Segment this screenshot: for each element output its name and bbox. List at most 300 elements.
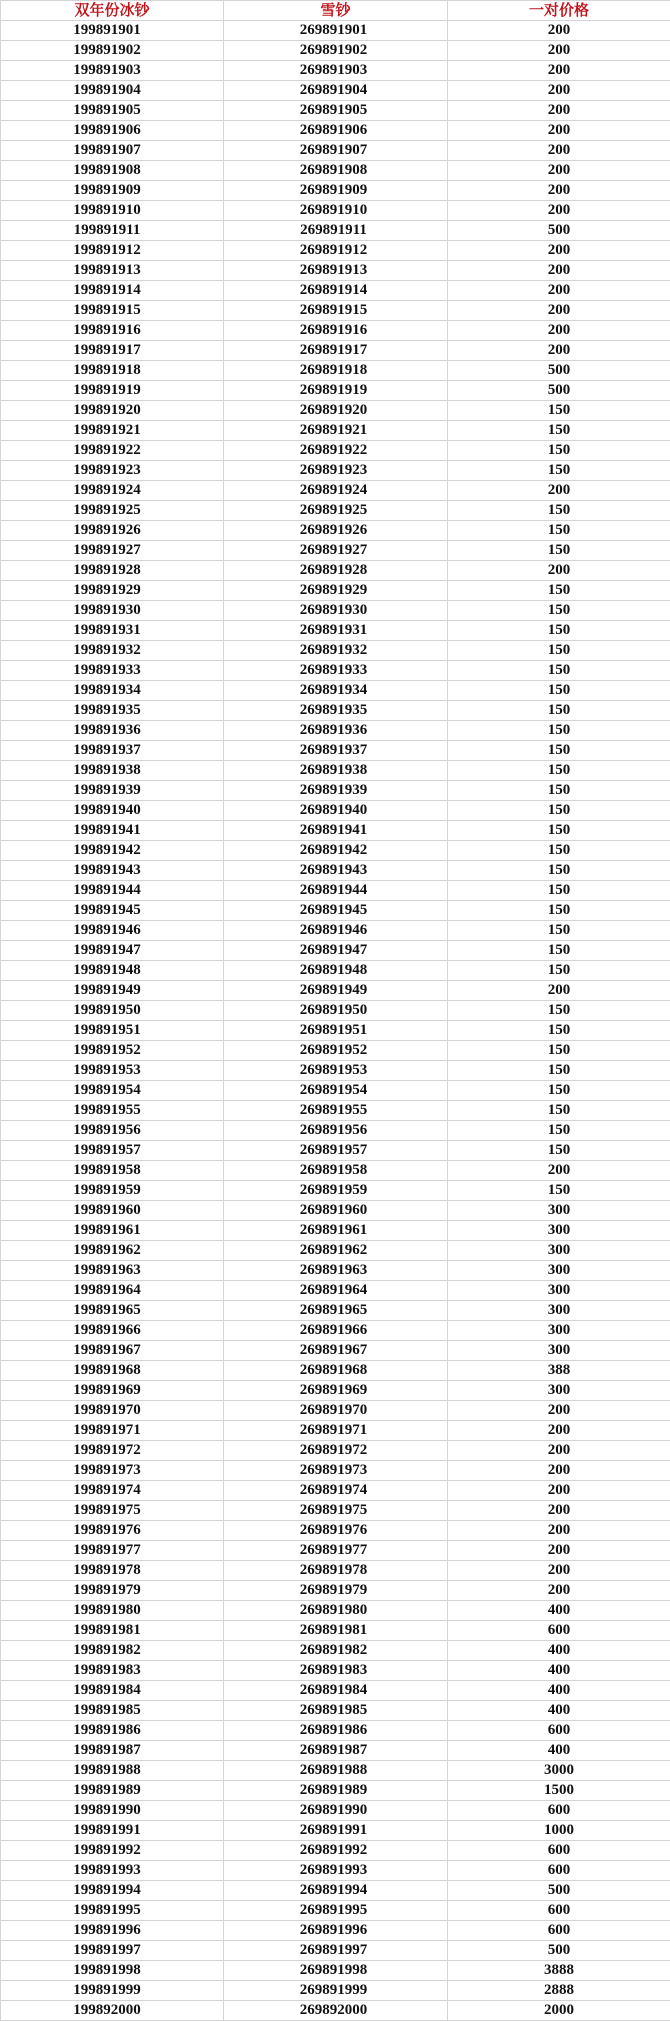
cell-snow-note-serial[interactable]: 269891910 [224, 201, 448, 221]
cell-pair-price[interactable]: 150 [448, 641, 670, 661]
cell-snow-note-serial[interactable]: 269891976 [224, 1521, 448, 1541]
cell-snow-note-serial[interactable]: 269891970 [224, 1401, 448, 1421]
cell-ice-note-serial[interactable]: 199891945 [1, 901, 224, 921]
cell-pair-price[interactable]: 3888 [448, 1961, 670, 1981]
cell-ice-note-serial[interactable]: 199891923 [1, 461, 224, 481]
cell-pair-price[interactable]: 600 [448, 1841, 670, 1861]
cell-ice-note-serial[interactable]: 199891926 [1, 521, 224, 541]
cell-pair-price[interactable]: 500 [448, 221, 670, 241]
cell-ice-note-serial[interactable]: 199891985 [1, 1701, 224, 1721]
cell-ice-note-serial[interactable]: 199891905 [1, 101, 224, 121]
cell-ice-note-serial[interactable]: 199891941 [1, 821, 224, 841]
cell-pair-price[interactable]: 400 [448, 1641, 670, 1661]
cell-snow-note-serial[interactable]: 269891950 [224, 1001, 448, 1021]
cell-ice-note-serial[interactable]: 199891914 [1, 281, 224, 301]
cell-pair-price[interactable]: 200 [448, 981, 670, 1001]
cell-pair-price[interactable]: 150 [448, 501, 670, 521]
cell-snow-note-serial[interactable]: 269891966 [224, 1321, 448, 1341]
cell-snow-note-serial[interactable]: 269891939 [224, 781, 448, 801]
cell-ice-note-serial[interactable]: 199891958 [1, 1161, 224, 1181]
cell-ice-note-serial[interactable]: 199891902 [1, 41, 224, 61]
cell-ice-note-serial[interactable]: 199891982 [1, 1641, 224, 1661]
cell-snow-note-serial[interactable]: 269891989 [224, 1781, 448, 1801]
cell-snow-note-serial[interactable]: 269891906 [224, 121, 448, 141]
cell-ice-note-serial[interactable]: 199891965 [1, 1301, 224, 1321]
cell-snow-note-serial[interactable]: 269891997 [224, 1941, 448, 1961]
cell-snow-note-serial[interactable]: 269891911 [224, 221, 448, 241]
cell-snow-note-serial[interactable]: 269891918 [224, 361, 448, 381]
cell-pair-price[interactable]: 200 [448, 261, 670, 281]
cell-ice-note-serial[interactable]: 199891950 [1, 1001, 224, 1021]
cell-ice-note-serial[interactable]: 199891948 [1, 961, 224, 981]
cell-snow-note-serial[interactable]: 269891913 [224, 261, 448, 281]
cell-ice-note-serial[interactable]: 199891951 [1, 1021, 224, 1041]
cell-ice-note-serial[interactable]: 199891908 [1, 161, 224, 181]
cell-ice-note-serial[interactable]: 199891970 [1, 1401, 224, 1421]
cell-pair-price[interactable]: 200 [448, 341, 670, 361]
cell-pair-price[interactable]: 200 [448, 281, 670, 301]
cell-pair-price[interactable]: 150 [448, 921, 670, 941]
cell-pair-price[interactable]: 150 [448, 801, 670, 821]
cell-snow-note-serial[interactable]: 269891961 [224, 1221, 448, 1241]
cell-pair-price[interactable]: 500 [448, 1941, 670, 1961]
cell-snow-note-serial[interactable]: 269891925 [224, 501, 448, 521]
cell-ice-note-serial[interactable]: 199891940 [1, 801, 224, 821]
cell-snow-note-serial[interactable]: 269891908 [224, 161, 448, 181]
cell-ice-note-serial[interactable]: 199891991 [1, 1821, 224, 1841]
cell-pair-price[interactable]: 150 [448, 961, 670, 981]
cell-pair-price[interactable]: 150 [448, 1061, 670, 1081]
cell-ice-note-serial[interactable]: 199891912 [1, 241, 224, 261]
cell-snow-note-serial[interactable]: 269891909 [224, 181, 448, 201]
cell-ice-note-serial[interactable]: 199891943 [1, 861, 224, 881]
cell-ice-note-serial[interactable]: 199891930 [1, 601, 224, 621]
cell-pair-price[interactable]: 200 [448, 41, 670, 61]
cell-pair-price[interactable]: 3000 [448, 1761, 670, 1781]
cell-pair-price[interactable]: 150 [448, 681, 670, 701]
cell-ice-note-serial[interactable]: 199891981 [1, 1621, 224, 1641]
cell-ice-note-serial[interactable]: 199891957 [1, 1141, 224, 1161]
cell-snow-note-serial[interactable]: 269891912 [224, 241, 448, 261]
cell-snow-note-serial[interactable]: 269891952 [224, 1041, 448, 1061]
cell-snow-note-serial[interactable]: 269891955 [224, 1101, 448, 1121]
cell-ice-note-serial[interactable]: 199891969 [1, 1381, 224, 1401]
cell-pair-price[interactable]: 150 [448, 881, 670, 901]
cell-snow-note-serial[interactable]: 269891948 [224, 961, 448, 981]
cell-pair-price[interactable]: 200 [448, 21, 670, 41]
cell-snow-note-serial[interactable]: 269891921 [224, 421, 448, 441]
cell-snow-note-serial[interactable]: 269891940 [224, 801, 448, 821]
cell-ice-note-serial[interactable]: 199891971 [1, 1421, 224, 1441]
cell-ice-note-serial[interactable]: 199891911 [1, 221, 224, 241]
cell-ice-note-serial[interactable]: 199891936 [1, 721, 224, 741]
cell-ice-note-serial[interactable]: 199891920 [1, 401, 224, 421]
cell-snow-note-serial[interactable]: 269891933 [224, 661, 448, 681]
cell-pair-price[interactable]: 2888 [448, 1981, 670, 2001]
cell-pair-price[interactable]: 200 [448, 101, 670, 121]
cell-snow-note-serial[interactable]: 269892000 [224, 2001, 448, 2021]
cell-pair-price[interactable]: 200 [448, 1481, 670, 1501]
cell-pair-price[interactable]: 300 [448, 1201, 670, 1221]
cell-ice-note-serial[interactable]: 199891996 [1, 1921, 224, 1941]
cell-pair-price[interactable]: 150 [448, 461, 670, 481]
cell-snow-note-serial[interactable]: 269891943 [224, 861, 448, 881]
cell-pair-price[interactable]: 200 [448, 1581, 670, 1601]
cell-ice-note-serial[interactable]: 199891937 [1, 741, 224, 761]
cell-pair-price[interactable]: 2000 [448, 2001, 670, 2021]
cell-pair-price[interactable]: 400 [448, 1601, 670, 1621]
cell-snow-note-serial[interactable]: 269891968 [224, 1361, 448, 1381]
cell-ice-note-serial[interactable]: 199891988 [1, 1761, 224, 1781]
cell-pair-price[interactable]: 200 [448, 141, 670, 161]
cell-pair-price[interactable]: 200 [448, 161, 670, 181]
cell-ice-note-serial[interactable]: 199891909 [1, 181, 224, 201]
cell-snow-note-serial[interactable]: 269891993 [224, 1861, 448, 1881]
cell-snow-note-serial[interactable]: 269891936 [224, 721, 448, 741]
cell-ice-note-serial[interactable]: 199891942 [1, 841, 224, 861]
cell-snow-note-serial[interactable]: 269891941 [224, 821, 448, 841]
cell-snow-note-serial[interactable]: 269891983 [224, 1661, 448, 1681]
cell-ice-note-serial[interactable]: 199891963 [1, 1261, 224, 1281]
cell-ice-note-serial[interactable]: 199891918 [1, 361, 224, 381]
cell-ice-note-serial[interactable]: 199891904 [1, 81, 224, 101]
cell-snow-note-serial[interactable]: 269891928 [224, 561, 448, 581]
cell-snow-note-serial[interactable]: 269891982 [224, 1641, 448, 1661]
cell-snow-note-serial[interactable]: 269891956 [224, 1121, 448, 1141]
header-cell-pair-price[interactable]: 一对价格 [448, 1, 670, 21]
cell-ice-note-serial[interactable]: 199891972 [1, 1441, 224, 1461]
cell-ice-note-serial[interactable]: 199891966 [1, 1321, 224, 1341]
cell-pair-price[interactable]: 150 [448, 701, 670, 721]
cell-ice-note-serial[interactable]: 199891986 [1, 1721, 224, 1741]
cell-snow-note-serial[interactable]: 269891960 [224, 1201, 448, 1221]
cell-ice-note-serial[interactable]: 199891974 [1, 1481, 224, 1501]
cell-ice-note-serial[interactable]: 199891964 [1, 1281, 224, 1301]
cell-pair-price[interactable]: 150 [448, 1101, 670, 1121]
cell-pair-price[interactable]: 200 [448, 561, 670, 581]
cell-ice-note-serial[interactable]: 199891992 [1, 1841, 224, 1861]
cell-ice-note-serial[interactable]: 199891999 [1, 1981, 224, 2001]
cell-snow-note-serial[interactable]: 269891992 [224, 1841, 448, 1861]
cell-pair-price[interactable]: 200 [448, 201, 670, 221]
cell-pair-price[interactable]: 150 [448, 1181, 670, 1201]
cell-snow-note-serial[interactable]: 269891930 [224, 601, 448, 621]
cell-pair-price[interactable]: 200 [448, 1541, 670, 1561]
cell-snow-note-serial[interactable]: 269891990 [224, 1801, 448, 1821]
cell-snow-note-serial[interactable]: 269891999 [224, 1981, 448, 2001]
cell-snow-note-serial[interactable]: 269891964 [224, 1281, 448, 1301]
cell-pair-price[interactable]: 200 [448, 1401, 670, 1421]
cell-snow-note-serial[interactable]: 269891949 [224, 981, 448, 1001]
cell-snow-note-serial[interactable]: 269891915 [224, 301, 448, 321]
cell-pair-price[interactable]: 300 [448, 1341, 670, 1361]
cell-pair-price[interactable]: 300 [448, 1261, 670, 1281]
cell-ice-note-serial[interactable]: 199891933 [1, 661, 224, 681]
cell-ice-note-serial[interactable]: 199891925 [1, 501, 224, 521]
cell-snow-note-serial[interactable]: 269891991 [224, 1821, 448, 1841]
cell-snow-note-serial[interactable]: 269891969 [224, 1381, 448, 1401]
cell-snow-note-serial[interactable]: 269891903 [224, 61, 448, 81]
cell-snow-note-serial[interactable]: 269891901 [224, 21, 448, 41]
cell-snow-note-serial[interactable]: 269891973 [224, 1461, 448, 1481]
cell-ice-note-serial[interactable]: 199891956 [1, 1121, 224, 1141]
cell-pair-price[interactable]: 300 [448, 1321, 670, 1341]
cell-snow-note-serial[interactable]: 269891987 [224, 1741, 448, 1761]
cell-pair-price[interactable]: 200 [448, 321, 670, 341]
cell-snow-note-serial[interactable]: 269891974 [224, 1481, 448, 1501]
cell-ice-note-serial[interactable]: 199891961 [1, 1221, 224, 1241]
cell-ice-note-serial[interactable]: 199891984 [1, 1681, 224, 1701]
cell-ice-note-serial[interactable]: 199892000 [1, 2001, 224, 2021]
cell-pair-price[interactable]: 300 [448, 1301, 670, 1321]
cell-pair-price[interactable]: 200 [448, 1501, 670, 1521]
cell-snow-note-serial[interactable]: 269891934 [224, 681, 448, 701]
cell-pair-price[interactable]: 300 [448, 1381, 670, 1401]
cell-snow-note-serial[interactable]: 269891945 [224, 901, 448, 921]
cell-ice-note-serial[interactable]: 199891955 [1, 1101, 224, 1121]
cell-ice-note-serial[interactable]: 199891915 [1, 301, 224, 321]
cell-snow-note-serial[interactable]: 269891935 [224, 701, 448, 721]
cell-ice-note-serial[interactable]: 199891919 [1, 381, 224, 401]
cell-ice-note-serial[interactable]: 199891910 [1, 201, 224, 221]
cell-ice-note-serial[interactable]: 199891953 [1, 1061, 224, 1081]
cell-pair-price[interactable]: 150 [448, 661, 670, 681]
cell-pair-price[interactable]: 200 [448, 301, 670, 321]
header-cell-snow-note[interactable]: 雪钞 [224, 1, 448, 21]
cell-snow-note-serial[interactable]: 269891986 [224, 1721, 448, 1741]
cell-snow-note-serial[interactable]: 269891947 [224, 941, 448, 961]
cell-pair-price[interactable]: 500 [448, 1881, 670, 1901]
cell-ice-note-serial[interactable]: 199891947 [1, 941, 224, 961]
cell-pair-price[interactable]: 400 [448, 1701, 670, 1721]
cell-pair-price[interactable]: 300 [448, 1221, 670, 1241]
cell-ice-note-serial[interactable]: 199891959 [1, 1181, 224, 1201]
cell-ice-note-serial[interactable]: 199891901 [1, 21, 224, 41]
cell-snow-note-serial[interactable]: 269891971 [224, 1421, 448, 1441]
cell-ice-note-serial[interactable]: 199891968 [1, 1361, 224, 1381]
cell-snow-note-serial[interactable]: 269891998 [224, 1961, 448, 1981]
cell-snow-note-serial[interactable]: 269891938 [224, 761, 448, 781]
cell-pair-price[interactable]: 150 [448, 741, 670, 761]
cell-pair-price[interactable]: 200 [448, 181, 670, 201]
cell-pair-price[interactable]: 150 [448, 1021, 670, 1041]
cell-snow-note-serial[interactable]: 269891907 [224, 141, 448, 161]
cell-snow-note-serial[interactable]: 269891905 [224, 101, 448, 121]
cell-snow-note-serial[interactable]: 269891904 [224, 81, 448, 101]
cell-snow-note-serial[interactable]: 269891944 [224, 881, 448, 901]
cell-pair-price[interactable]: 150 [448, 821, 670, 841]
cell-pair-price[interactable]: 150 [448, 781, 670, 801]
cell-snow-note-serial[interactable]: 269891965 [224, 1301, 448, 1321]
cell-snow-note-serial[interactable]: 269891946 [224, 921, 448, 941]
cell-ice-note-serial[interactable]: 199891913 [1, 261, 224, 281]
cell-ice-note-serial[interactable]: 199891903 [1, 61, 224, 81]
cell-ice-note-serial[interactable]: 199891989 [1, 1781, 224, 1801]
cell-snow-note-serial[interactable]: 269891937 [224, 741, 448, 761]
cell-ice-note-serial[interactable]: 199891906 [1, 121, 224, 141]
cell-pair-price[interactable]: 388 [448, 1361, 670, 1381]
cell-ice-note-serial[interactable]: 199891994 [1, 1881, 224, 1901]
cell-ice-note-serial[interactable]: 199891917 [1, 341, 224, 361]
cell-ice-note-serial[interactable]: 199891939 [1, 781, 224, 801]
cell-snow-note-serial[interactable]: 269891916 [224, 321, 448, 341]
cell-pair-price[interactable]: 150 [448, 421, 670, 441]
cell-snow-note-serial[interactable]: 269891927 [224, 541, 448, 561]
cell-pair-price[interactable]: 300 [448, 1241, 670, 1261]
cell-ice-note-serial[interactable]: 199891935 [1, 701, 224, 721]
cell-snow-note-serial[interactable]: 269891975 [224, 1501, 448, 1521]
cell-ice-note-serial[interactable]: 199891998 [1, 1961, 224, 1981]
cell-snow-note-serial[interactable]: 269891978 [224, 1561, 448, 1581]
cell-snow-note-serial[interactable]: 269891963 [224, 1261, 448, 1281]
cell-pair-price[interactable]: 150 [448, 1121, 670, 1141]
cell-pair-price[interactable]: 600 [448, 1721, 670, 1741]
cell-snow-note-serial[interactable]: 269891922 [224, 441, 448, 461]
cell-snow-note-serial[interactable]: 269891994 [224, 1881, 448, 1901]
cell-pair-price[interactable]: 150 [448, 1081, 670, 1101]
cell-pair-price[interactable]: 150 [448, 1041, 670, 1061]
cell-snow-note-serial[interactable]: 269891957 [224, 1141, 448, 1161]
cell-pair-price[interactable]: 150 [448, 901, 670, 921]
cell-pair-price[interactable]: 200 [448, 1461, 670, 1481]
cell-ice-note-serial[interactable]: 199891907 [1, 141, 224, 161]
cell-pair-price[interactable]: 200 [448, 241, 670, 261]
cell-pair-price[interactable]: 200 [448, 1441, 670, 1461]
cell-ice-note-serial[interactable]: 199891924 [1, 481, 224, 501]
cell-pair-price[interactable]: 600 [448, 1901, 670, 1921]
cell-pair-price[interactable]: 150 [448, 601, 670, 621]
cell-snow-note-serial[interactable]: 269891932 [224, 641, 448, 661]
cell-snow-note-serial[interactable]: 269891954 [224, 1081, 448, 1101]
cell-snow-note-serial[interactable]: 269891917 [224, 341, 448, 361]
cell-snow-note-serial[interactable]: 269891972 [224, 1441, 448, 1461]
cell-snow-note-serial[interactable]: 269891931 [224, 621, 448, 641]
cell-ice-note-serial[interactable]: 199891995 [1, 1901, 224, 1921]
cell-pair-price[interactable]: 1500 [448, 1781, 670, 1801]
cell-ice-note-serial[interactable]: 199891973 [1, 1461, 224, 1481]
cell-snow-note-serial[interactable]: 269891967 [224, 1341, 448, 1361]
cell-pair-price[interactable]: 150 [448, 541, 670, 561]
cell-snow-note-serial[interactable]: 269891984 [224, 1681, 448, 1701]
cell-snow-note-serial[interactable]: 269891942 [224, 841, 448, 861]
cell-pair-price[interactable]: 150 [448, 521, 670, 541]
cell-pair-price[interactable]: 400 [448, 1661, 670, 1681]
cell-snow-note-serial[interactable]: 269891951 [224, 1021, 448, 1041]
cell-ice-note-serial[interactable]: 199891949 [1, 981, 224, 1001]
cell-ice-note-serial[interactable]: 199891962 [1, 1241, 224, 1261]
cell-pair-price[interactable]: 200 [448, 1521, 670, 1541]
cell-pair-price[interactable]: 150 [448, 441, 670, 461]
cell-ice-note-serial[interactable]: 199891987 [1, 1741, 224, 1761]
cell-ice-note-serial[interactable]: 199891929 [1, 581, 224, 601]
cell-ice-note-serial[interactable]: 199891954 [1, 1081, 224, 1101]
cell-pair-price[interactable]: 200 [448, 61, 670, 81]
cell-snow-note-serial[interactable]: 269891977 [224, 1541, 448, 1561]
cell-ice-note-serial[interactable]: 199891979 [1, 1581, 224, 1601]
header-cell-ice-note[interactable]: 双年份冰钞 [1, 1, 224, 21]
cell-ice-note-serial[interactable]: 199891932 [1, 641, 224, 661]
cell-pair-price[interactable]: 150 [448, 621, 670, 641]
cell-pair-price[interactable]: 150 [448, 761, 670, 781]
cell-pair-price[interactable]: 150 [448, 841, 670, 861]
cell-ice-note-serial[interactable]: 199891946 [1, 921, 224, 941]
cell-pair-price[interactable]: 600 [448, 1801, 670, 1821]
cell-ice-note-serial[interactable]: 199891990 [1, 1801, 224, 1821]
cell-pair-price[interactable]: 200 [448, 1421, 670, 1441]
cell-pair-price[interactable]: 150 [448, 1141, 670, 1161]
cell-pair-price[interactable]: 150 [448, 581, 670, 601]
cell-ice-note-serial[interactable]: 199891927 [1, 541, 224, 561]
cell-pair-price[interactable]: 150 [448, 401, 670, 421]
cell-snow-note-serial[interactable]: 269891962 [224, 1241, 448, 1261]
cell-snow-note-serial[interactable]: 269891929 [224, 581, 448, 601]
cell-ice-note-serial[interactable]: 199891921 [1, 421, 224, 441]
cell-pair-price[interactable]: 300 [448, 1281, 670, 1301]
cell-pair-price[interactable]: 400 [448, 1681, 670, 1701]
cell-snow-note-serial[interactable]: 269891988 [224, 1761, 448, 1781]
cell-snow-note-serial[interactable]: 269891996 [224, 1921, 448, 1941]
cell-ice-note-serial[interactable]: 199891952 [1, 1041, 224, 1061]
cell-snow-note-serial[interactable]: 269891959 [224, 1181, 448, 1201]
cell-ice-note-serial[interactable]: 199891993 [1, 1861, 224, 1881]
cell-snow-note-serial[interactable]: 269891995 [224, 1901, 448, 1921]
cell-ice-note-serial[interactable]: 199891922 [1, 441, 224, 461]
cell-ice-note-serial[interactable]: 199891983 [1, 1661, 224, 1681]
cell-snow-note-serial[interactable]: 269891979 [224, 1581, 448, 1601]
cell-pair-price[interactable]: 200 [448, 81, 670, 101]
cell-pair-price[interactable]: 200 [448, 1161, 670, 1181]
cell-pair-price[interactable]: 200 [448, 1561, 670, 1581]
cell-ice-note-serial[interactable]: 199891967 [1, 1341, 224, 1361]
cell-snow-note-serial[interactable]: 269891980 [224, 1601, 448, 1621]
cell-ice-note-serial[interactable]: 199891960 [1, 1201, 224, 1221]
cell-ice-note-serial[interactable]: 199891938 [1, 761, 224, 781]
cell-snow-note-serial[interactable]: 269891981 [224, 1621, 448, 1641]
cell-pair-price[interactable]: 200 [448, 121, 670, 141]
cell-snow-note-serial[interactable]: 269891920 [224, 401, 448, 421]
cell-ice-note-serial[interactable]: 199891944 [1, 881, 224, 901]
cell-ice-note-serial[interactable]: 199891977 [1, 1541, 224, 1561]
cell-pair-price[interactable]: 150 [448, 1001, 670, 1021]
cell-pair-price[interactable]: 1000 [448, 1821, 670, 1841]
cell-pair-price[interactable]: 150 [448, 721, 670, 741]
cell-pair-price[interactable]: 600 [448, 1861, 670, 1881]
cell-pair-price[interactable]: 600 [448, 1621, 670, 1641]
cell-ice-note-serial[interactable]: 199891916 [1, 321, 224, 341]
cell-pair-price[interactable]: 150 [448, 941, 670, 961]
cell-ice-note-serial[interactable]: 199891928 [1, 561, 224, 581]
cell-snow-note-serial[interactable]: 269891985 [224, 1701, 448, 1721]
cell-snow-note-serial[interactable]: 269891953 [224, 1061, 448, 1081]
cell-ice-note-serial[interactable]: 199891931 [1, 621, 224, 641]
cell-snow-note-serial[interactable]: 269891926 [224, 521, 448, 541]
cell-pair-price[interactable]: 500 [448, 381, 670, 401]
cell-pair-price[interactable]: 600 [448, 1921, 670, 1941]
cell-snow-note-serial[interactable]: 269891902 [224, 41, 448, 61]
cell-snow-note-serial[interactable]: 269891919 [224, 381, 448, 401]
cell-ice-note-serial[interactable]: 199891997 [1, 1941, 224, 1961]
cell-snow-note-serial[interactable]: 269891924 [224, 481, 448, 501]
cell-snow-note-serial[interactable]: 269891958 [224, 1161, 448, 1181]
cell-pair-price[interactable]: 400 [448, 1741, 670, 1761]
cell-ice-note-serial[interactable]: 199891975 [1, 1501, 224, 1521]
cell-pair-price[interactable]: 200 [448, 481, 670, 501]
cell-ice-note-serial[interactable]: 199891978 [1, 1561, 224, 1581]
cell-snow-note-serial[interactable]: 269891923 [224, 461, 448, 481]
cell-pair-price[interactable]: 500 [448, 361, 670, 381]
cell-ice-note-serial[interactable]: 199891980 [1, 1601, 224, 1621]
cell-ice-note-serial[interactable]: 199891934 [1, 681, 224, 701]
